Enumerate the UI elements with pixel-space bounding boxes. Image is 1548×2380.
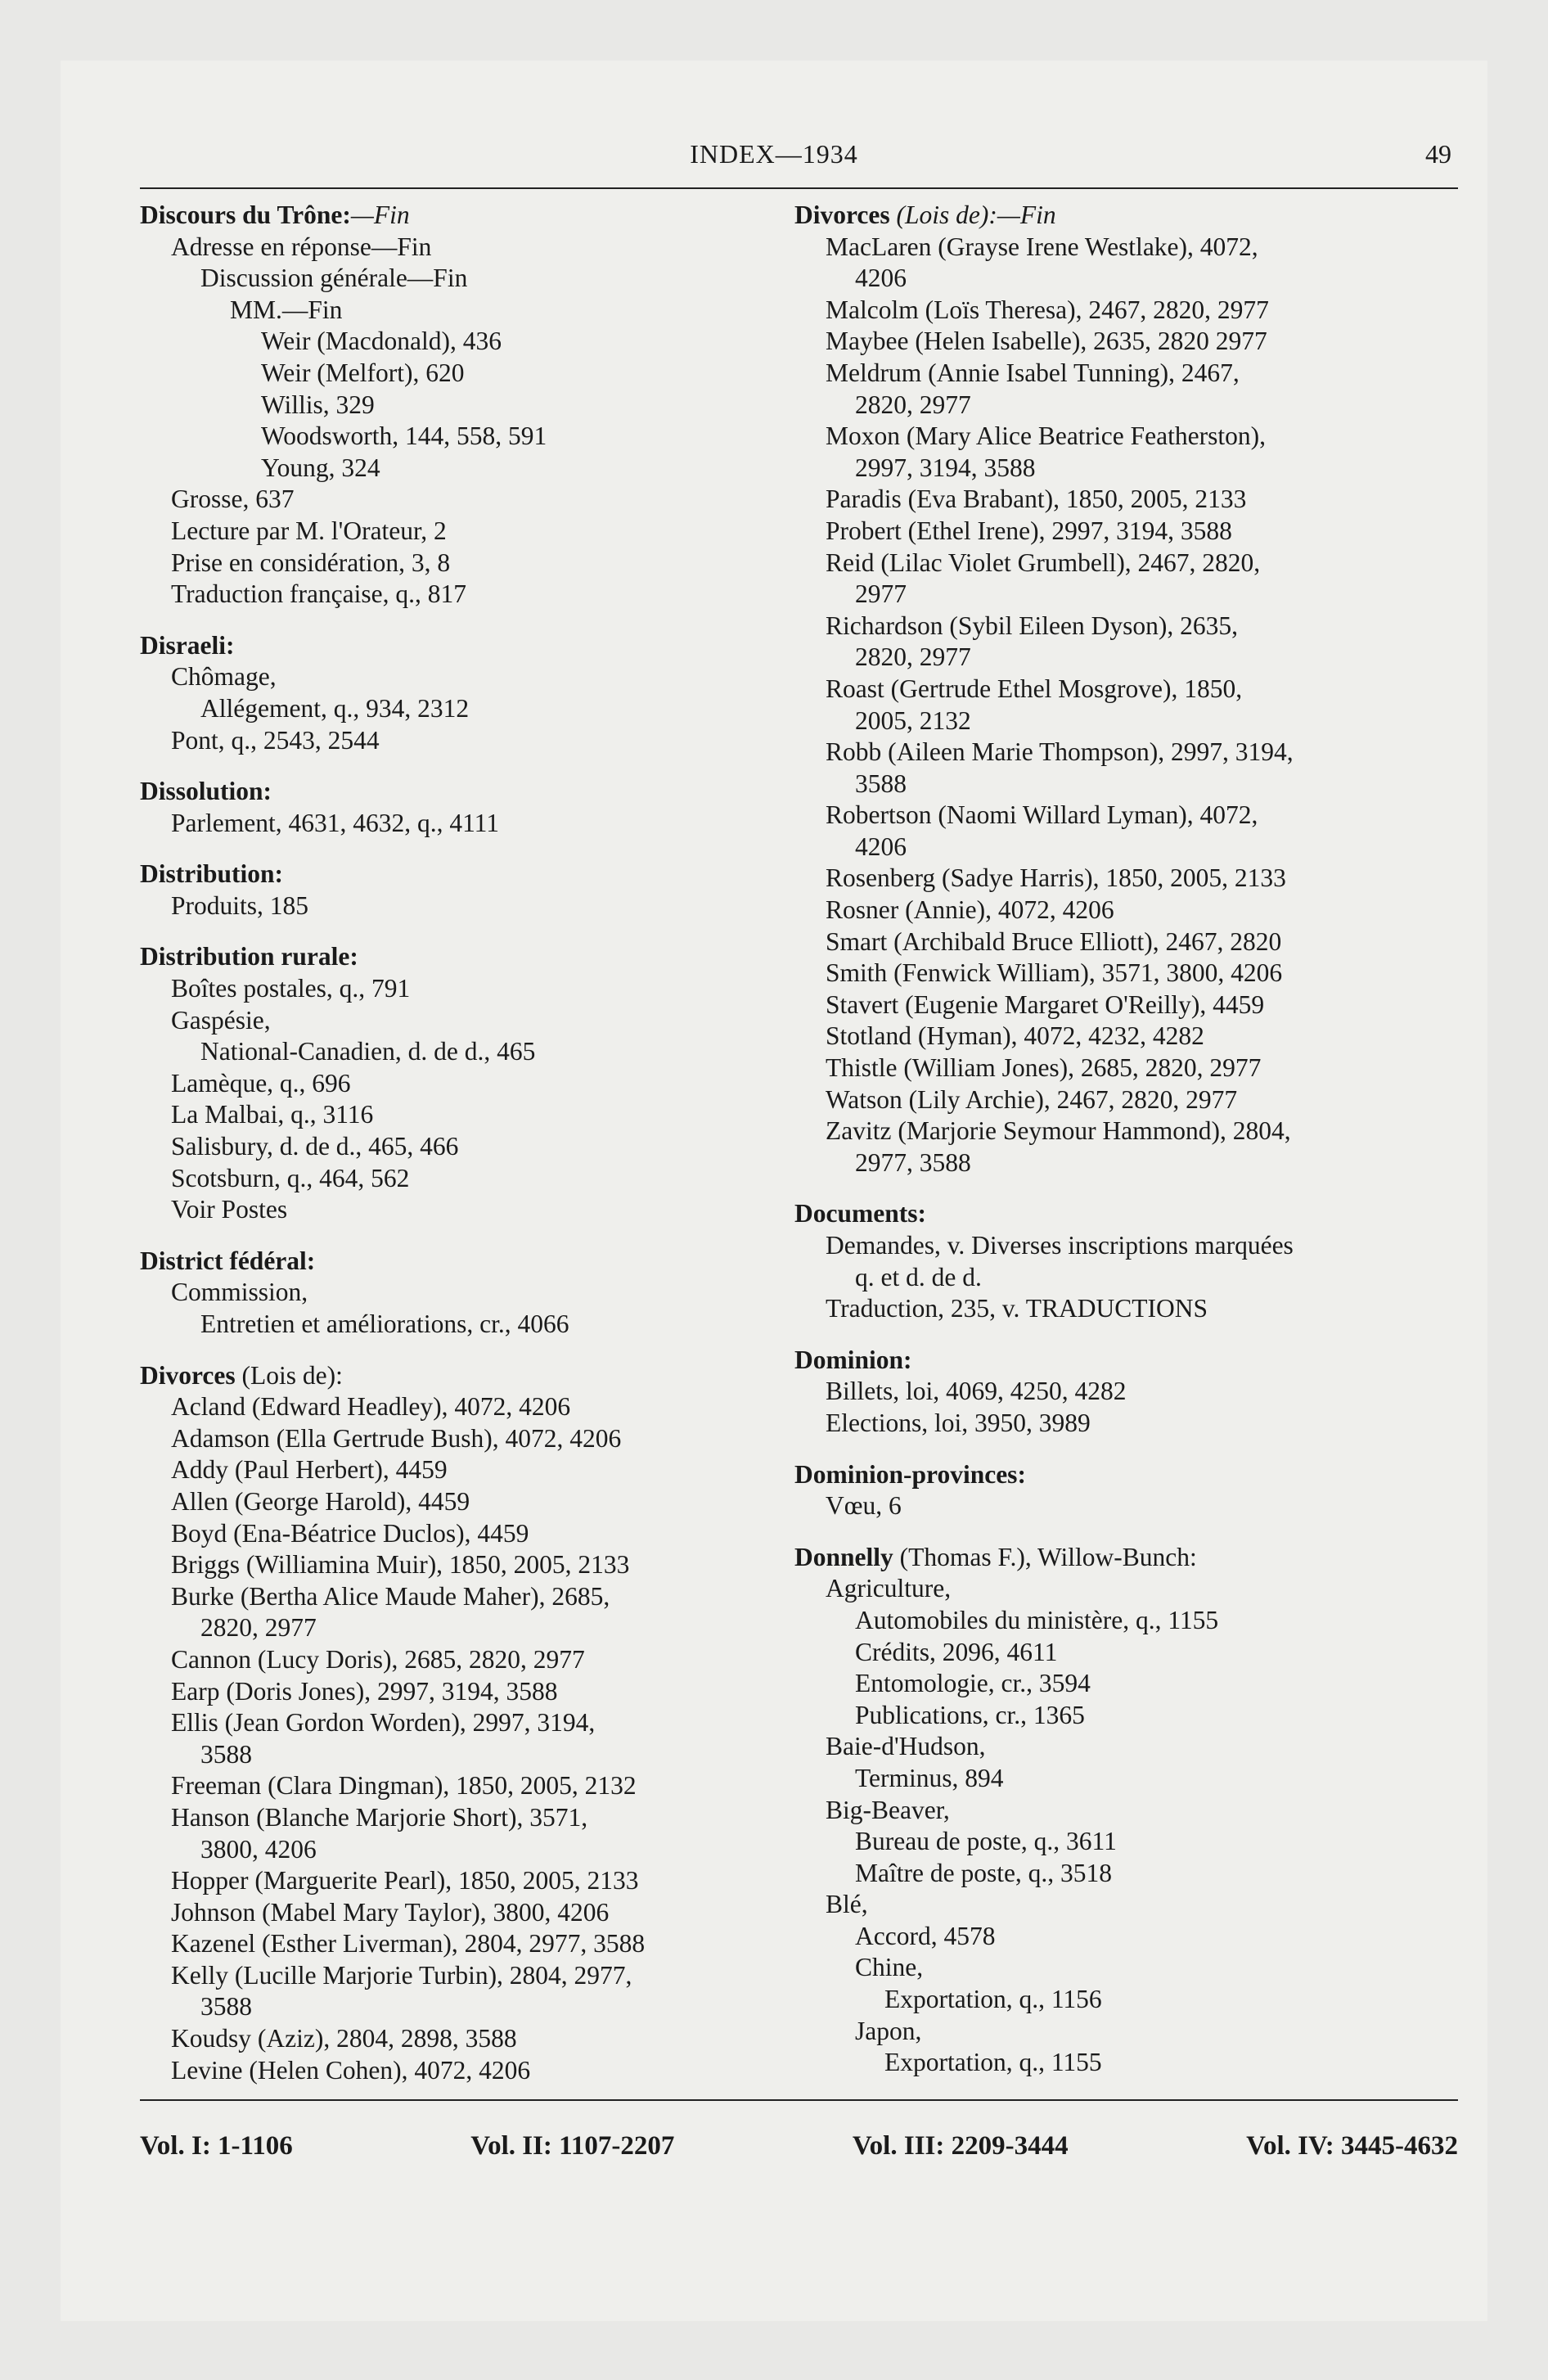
- entry-line: Elections, loi, 3950, 3989: [826, 1408, 1091, 1437]
- entry-line: Ellis (Jean Gordon Worden), 2997, 3194,: [171, 1708, 596, 1738]
- entry-line: Allen (George Harold), 4459: [171, 1486, 470, 1516]
- entry-line: Levine (Helen Cohen), 4072, 4206: [171, 2055, 531, 2085]
- entry-line: Johnson (Mabel Mary Taylor), 3800, 4206: [171, 1897, 610, 1927]
- entry-line: Paradis (Eva Brabant), 1850, 2005, 2133: [826, 485, 1247, 514]
- entry-line: Chine,: [855, 1953, 924, 1982]
- index-entry: [140, 1246, 786, 1341]
- index-entry: [794, 1198, 1458, 1324]
- index-page: [61, 61, 1487, 2321]
- entry-line: Koudsy (Aziz), 2804, 2898, 3588: [171, 2024, 517, 2053]
- entry-heading: [140, 1360, 786, 1392]
- index-entry: [794, 200, 1458, 1179]
- entry-line: Cannon (Lucy Doris), 2685, 2820, 2977: [171, 1644, 585, 1674]
- page-title: INDEX—1934: [690, 139, 858, 169]
- entry-line: Automobiles du ministère, q., 1155: [855, 1605, 1219, 1634]
- entry-line: 4206: [855, 264, 907, 293]
- entry-line: Parlement, 4631, 4632, q., 4111: [171, 808, 499, 837]
- entry-line: 3588: [200, 1739, 252, 1769]
- right-column: [794, 200, 1458, 2079]
- entry-line: 2005, 2132: [855, 705, 971, 735]
- entry-line: Burke (Bertha Alice Maude Maher), 2685,: [171, 1581, 610, 1611]
- volume-range: Vol. II: 1107-2207: [470, 2131, 675, 2161]
- entry-line: National-Canadien, d. de d., 465: [200, 1037, 536, 1066]
- entry-line: Freeman (Clara Dingman), 1850, 2005, 2132: [171, 1771, 637, 1801]
- entry-line: 2820, 2977: [855, 390, 971, 419]
- entry-line: Discussion générale—Fin: [200, 264, 468, 293]
- entry-line: Adamson (Ella Gertrude Bush), 4072, 4206: [171, 1423, 622, 1453]
- entry-line: Chômage,: [171, 662, 277, 692]
- entry-heading: [794, 1459, 1458, 1491]
- entry-line: Adresse en réponse—Fin: [171, 232, 432, 261]
- entry-line: Crédits, 2096, 4611: [855, 1637, 1058, 1666]
- entry-line: Vœu, 6: [826, 1491, 902, 1521]
- entry-line: Commission,: [171, 1278, 308, 1307]
- index-entry: [140, 1360, 786, 2087]
- entry-line: Rosenberg (Sadye Harris), 1850, 2005, 2133: [826, 863, 1286, 893]
- index-entry: [140, 630, 786, 756]
- heading-text: Disraeli:: [140, 630, 235, 660]
- entry-line: Moxon (Mary Alice Beatrice Featherston),: [826, 421, 1266, 451]
- entry-line: Watson (Lily Archie), 2467, 2820, 2977: [826, 1084, 1238, 1114]
- entry-line: MM.—Fin: [230, 295, 343, 324]
- entry-line: q. et d. de d.: [855, 1262, 982, 1291]
- heading-text: Discours du Trône:: [140, 201, 351, 229]
- left-column: [140, 200, 786, 2086]
- heading-suffix: (Lois de):: [235, 1360, 343, 1390]
- entry-line: Exportation, q., 1156: [884, 1985, 1102, 2014]
- entry-heading: [140, 200, 786, 232]
- entry-line: Weir (Melfort), 620: [261, 358, 465, 387]
- entry-line: Smart (Archibald Bruce Elliott), 2467, 2820: [826, 926, 1282, 956]
- entry-line: Voir Postes: [171, 1195, 288, 1224]
- entry-line: 2820, 2977: [200, 1613, 317, 1643]
- header-rule: [140, 187, 1458, 189]
- entry-line: Earp (Doris Jones), 2997, 3194, 3588: [171, 1676, 558, 1706]
- index-entry: [794, 1345, 1458, 1440]
- entry-line: Woodsworth, 144, 558, 591: [261, 421, 547, 451]
- entry-line: Billets, loi, 4069, 4250, 4282: [826, 1377, 1127, 1406]
- entry-line: Boîtes postales, q., 791: [171, 974, 411, 1003]
- entry-heading: [794, 200, 1458, 232]
- heading-text: Divorces: [140, 1360, 236, 1390]
- entry-line: Agriculture,: [826, 1574, 952, 1603]
- entry-line: Rosner (Annie), 4072, 4206: [826, 895, 1114, 925]
- entry-line: La Malbai, q., 3116: [171, 1100, 374, 1129]
- index-entry: [794, 1542, 1458, 2079]
- entry-line: Thistle (William Jones), 2685, 2820, 2977: [826, 1053, 1262, 1083]
- entry-line: Acland (Edward Headley), 4072, 4206: [171, 1392, 571, 1422]
- volume-range: Vol. I: 1-1106: [140, 2131, 293, 2161]
- entry-line: Briggs (Williamina Muir), 1850, 2005, 2133: [171, 1550, 630, 1580]
- entry-line: Zavitz (Marjorie Seymour Hammond), 2804,: [826, 1116, 1291, 1146]
- index-entry: [794, 1459, 1458, 1522]
- footer-rule: [140, 2099, 1458, 2101]
- index-entry: [140, 200, 786, 611]
- heading-text: Dominion:: [794, 1345, 912, 1374]
- heading-text: Divorces: [794, 201, 890, 229]
- entry-line: 2997, 3194, 3588: [855, 453, 1036, 482]
- entry-line: Stotland (Hyman), 4072, 4232, 4282: [826, 1021, 1204, 1051]
- entry-line: Lamèque, q., 696: [171, 1068, 351, 1098]
- entry-line: Demandes, v. Diverses inscriptions marquées: [826, 1231, 1294, 1260]
- entry-line: Malcolm (Loïs Theresa), 2467, 2820, 2977: [826, 295, 1269, 324]
- heading-suffix: (Lois de):—Fin: [889, 201, 1056, 229]
- entry-line: Entretien et améliorations, cr., 4066: [200, 1309, 569, 1338]
- heading-suffix: (Thomas F.), Willow-Bunch:: [893, 1542, 1197, 1571]
- entry-line: Robertson (Naomi Willard Lyman), 4072,: [826, 800, 1258, 830]
- entry-line: Kazenel (Esther Liverman), 2804, 2977, 3588: [171, 1929, 646, 1959]
- entry-line: Salisbury, d. de d., 465, 466: [171, 1132, 459, 1161]
- entry-line: Young, 324: [261, 453, 380, 482]
- index-entry: [140, 941, 786, 1225]
- entry-line: Big-Beaver,: [826, 1795, 950, 1824]
- entry-line: Meldrum (Annie Isabel Tunning), 2467,: [826, 358, 1240, 387]
- entry-line: Addy (Paul Herbert), 4459: [171, 1455, 448, 1485]
- entry-heading: [140, 859, 786, 890]
- entry-line: Weir (Macdonald), 436: [261, 327, 502, 356]
- index-entry: [140, 859, 786, 922]
- entry-heading: [140, 941, 786, 973]
- entry-line: Publications, cr., 1365: [855, 1700, 1085, 1729]
- entry-heading: [794, 1345, 1458, 1377]
- entry-heading: [794, 1542, 1458, 1574]
- entry-line: Gaspésie,: [171, 1005, 271, 1034]
- entry-line: Pont, q., 2543, 2544: [171, 725, 380, 755]
- entry-line: Prise en considération, 3, 8: [171, 548, 451, 577]
- entry-line: Scotsburn, q., 464, 562: [171, 1163, 410, 1192]
- entry-line: Baie-d'Hudson,: [826, 1732, 986, 1761]
- index-entry: [140, 776, 786, 839]
- entry-line: Grosse, 637: [171, 485, 295, 514]
- entry-line: Maybee (Helen Isabelle), 2635, 2820 2977: [826, 327, 1267, 356]
- entry-line: Robb (Aileen Marie Thompson), 2997, 3194,: [826, 737, 1294, 767]
- entry-line: Allégement, q., 934, 2312: [200, 693, 470, 723]
- entry-line: Traduction française, q., 817: [171, 579, 467, 609]
- entry-line: Boyd (Ena-Béatrice Duclos), 4459: [171, 1518, 529, 1548]
- entry-line: Richardson (Sybil Eileen Dyson), 2635,: [826, 611, 1238, 640]
- entry-line: 2977: [855, 579, 907, 609]
- entry-line: Exportation, q., 1155: [884, 2048, 1102, 2077]
- entry-line: 3588: [200, 1992, 252, 2022]
- heading-text: Dissolution:: [140, 777, 272, 806]
- entry-line: Roast (Gertrude Ethel Mosgrove), 1850,: [826, 674, 1243, 703]
- entry-line: Stavert (Eugenie Margaret O'Reilly), 4459: [826, 989, 1265, 1019]
- heading-text: Donnelly: [794, 1542, 893, 1571]
- heading-text: Distribution rurale:: [140, 942, 358, 971]
- entry-line: Entomologie, cr., 3594: [855, 1669, 1091, 1698]
- entry-line: Probert (Ethel Irene), 2997, 3194, 3588: [826, 516, 1232, 545]
- volume-range: Vol. IV: 3445-4632: [1246, 2131, 1458, 2161]
- entry-line: Terminus, 894: [855, 1763, 1004, 1792]
- heading-text: Distribution:: [140, 859, 284, 889]
- entry-line: Willis, 329: [261, 390, 375, 419]
- volume-footer: [140, 2131, 1458, 2161]
- entry-line: Reid (Lilac Violet Grumbell), 2467, 2820,: [826, 548, 1261, 577]
- entry-line: Lecture par M. l'Orateur, 2: [171, 516, 447, 545]
- entry-line: Japon,: [855, 2016, 922, 2045]
- entry-line: Hopper (Marguerite Pearl), 1850, 2005, 2133: [171, 1866, 639, 1895]
- heading-text: District fédéral:: [140, 1246, 316, 1275]
- entry-line: Maître de poste, q., 3518: [855, 1858, 1113, 1887]
- heading-text: Dominion-provinces:: [794, 1459, 1026, 1489]
- entry-line: MacLaren (Grayse Irene Westlake), 4072,: [826, 232, 1258, 261]
- entry-line: 2820, 2977: [855, 642, 971, 672]
- entry-line: Kelly (Lucille Marjorie Turbin), 2804, 2977,: [171, 1960, 632, 1990]
- heading-suffix: —Fin: [350, 201, 410, 229]
- entry-line: 2977, 3588: [855, 1147, 971, 1177]
- entry-line: Bureau de poste, q., 3611: [855, 1827, 1117, 1856]
- entry-heading: [140, 776, 786, 808]
- entry-line: Traduction, 235, v. TRADUCTIONS: [826, 1294, 1208, 1323]
- entry-line: Smith (Fenwick William), 3571, 3800, 4206: [826, 958, 1283, 988]
- volume-range: Vol. III: 2209-3444: [852, 2131, 1069, 2161]
- page-number: 49: [1425, 139, 1451, 169]
- entry-line: Produits, 185: [171, 890, 309, 920]
- entry-heading: [140, 630, 786, 662]
- entry-line: Hanson (Blanche Marjorie Short), 3571,: [171, 1802, 588, 1832]
- heading-text: Documents:: [794, 1199, 926, 1228]
- entry-line: 3588: [855, 769, 907, 798]
- entry-line: Blé,: [826, 1890, 868, 1919]
- entry-heading: [794, 1198, 1458, 1230]
- entry-line: 3800, 4206: [200, 1834, 317, 1864]
- entry-heading: [140, 1246, 786, 1278]
- entry-line: 4206: [855, 832, 907, 861]
- entry-line: Accord, 4578: [855, 1921, 996, 1950]
